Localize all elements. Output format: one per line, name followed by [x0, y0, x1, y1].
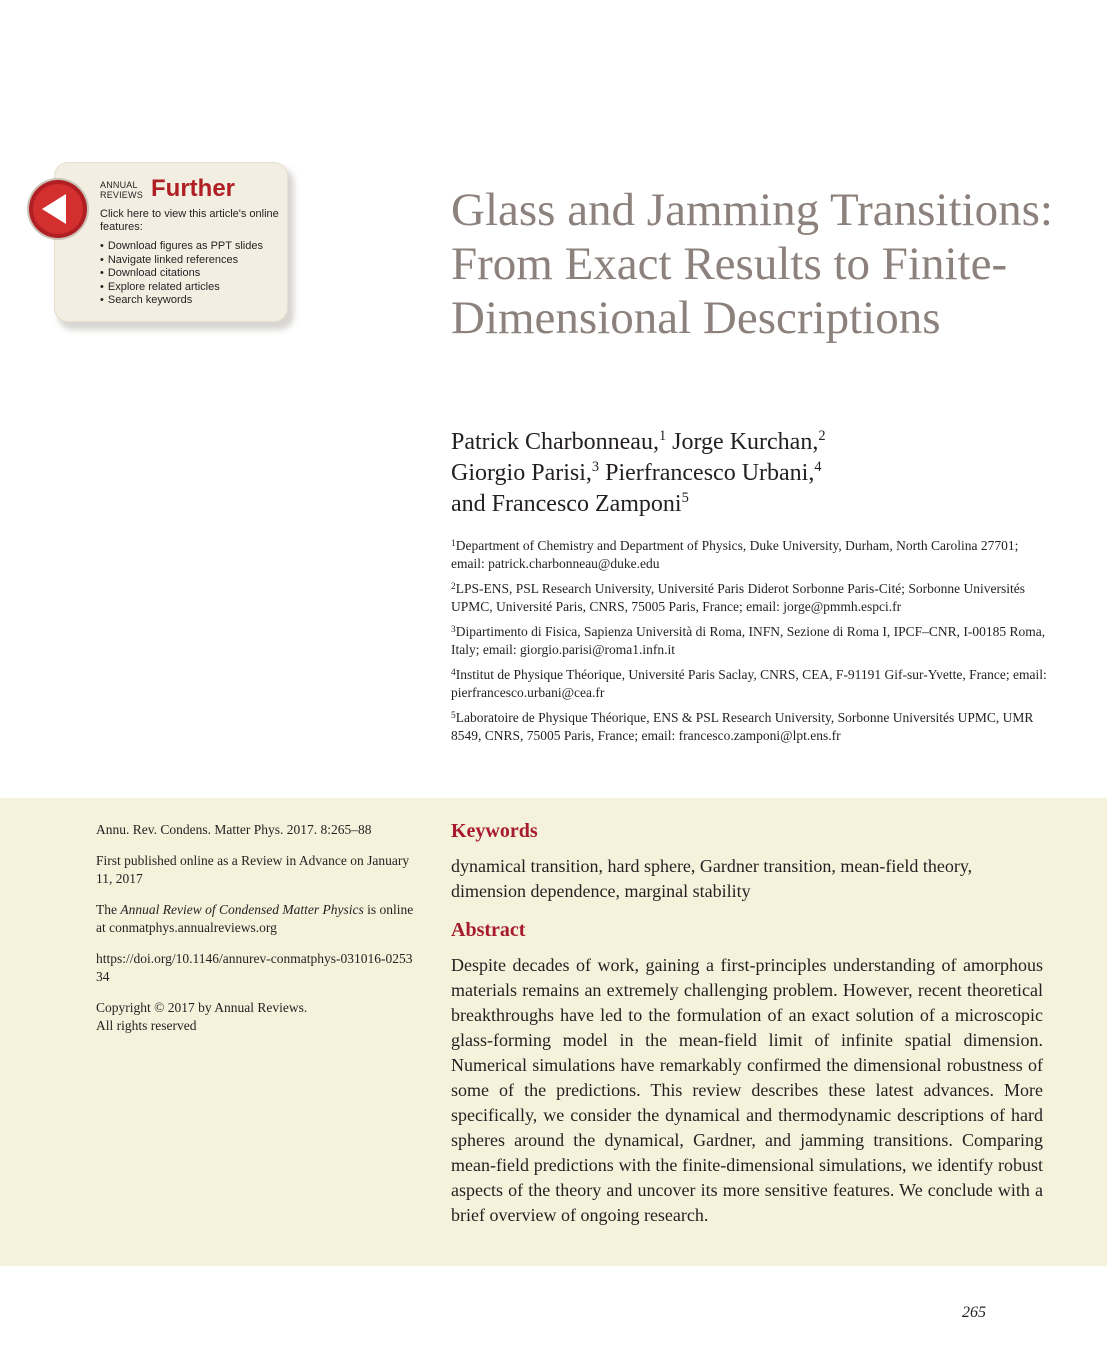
affiliation: [451, 666, 1051, 702]
further-feature-item: • Search keywords: [100, 294, 263, 308]
page-number: 265: [962, 1304, 986, 1321]
publication-sidebar: [96, 821, 416, 1048]
copyright: Copyright © 2017 by Annual Reviews. All rights reserved: [96, 1000, 308, 1033]
further-feature-item: • Download figures as PPT slides: [100, 240, 263, 254]
affiliation-mark: 4: [451, 668, 456, 678]
further-label: Further: [151, 175, 235, 202]
affiliation-mark: 5: [451, 711, 456, 721]
author-affiliation-mark: 1: [658, 428, 667, 444]
affiliation-text: Institut de Physique Théorique, Université Paris Saclay, CNRS, CEA, F-91191 Gif-sur-Yvette, France; email: pierfrancesco.urbani@cea.fr: [451, 667, 1047, 700]
annual-reviews-logo: ANNUAL REVIEWS: [100, 180, 143, 200]
article-title: Glass and Jamming Transitions: From Exact Results to Finite-Dimensional Descriptions: [451, 184, 1053, 344]
author-name: Patrick Charbonneau,: [451, 429, 659, 455]
affiliation-mark: 1: [451, 539, 456, 549]
affiliation: [451, 623, 1051, 659]
journal-name: Annual Review of Condensed Matter Physics: [120, 902, 364, 917]
abstract-text: Despite decades of work, gaining a first-principles understanding of amorphous materials remains an extremely challenging problem. However, recent theoretical breakthroughs have led to the formulation of an exact solution of a microscopic glass-forming model in the mean-field limit of infinite spatial dimension. Numerical simulations have remarkably confirmed the dimensional robustness of some of the predictions. This review describes these latest advances. More specifically, we consider the dynamical and thermodynamic descriptions of hard spheres around the dynamical, Gardner, and jamming transitions. Comparing mean-field predictions with the finite-dimensional simulations, we identify robust aspects of the theory and uncover its more sensitive features. We conclude with a brief overview of ongoing research.: [451, 955, 1043, 1225]
author-name: Pierfrancesco Urbani,: [599, 460, 815, 486]
author-name: and Francesco Zamponi: [451, 491, 682, 517]
affiliation-mark: 2: [451, 582, 456, 592]
play-left-arrow-icon[interactable]: [26, 177, 90, 241]
affiliation-text: Laboratoire de Physique Théorique, ENS & PSL Research University, Sorbonne Universités UPMC, UMR 8549, CNRS, 75005 Paris, France; email: francesco.zamponi@lpt.ens.fr: [451, 710, 1034, 743]
author-affiliation-mark: 3: [591, 459, 600, 475]
citation: Annu. Rev. Condens. Matter Phys. 2017. 8:265–88: [96, 822, 372, 837]
author-affiliation-mark: 2: [818, 428, 826, 444]
author-affiliation-mark: 5: [681, 490, 689, 506]
further-feature-list: [100, 240, 263, 308]
further-feature-item: • Navigate linked references: [100, 254, 263, 268]
affiliation: [451, 709, 1051, 745]
author-list: [451, 427, 1071, 520]
affiliation-list: [451, 537, 1051, 752]
author-affiliation-mark: 4: [814, 459, 822, 475]
further-feature-item: • Download citations: [100, 267, 263, 281]
affiliation-mark: 3: [451, 625, 456, 635]
affiliation-text: LPS-ENS, PSL Research University, Université Paris Diderot Sorbonne Paris-Cité; Sorbonne Universités UPMC, Université Paris, CNRS, 75005 Paris, France; email: jorge@pmmh.espci.fr: [451, 581, 1026, 614]
journal-online-note: The Annual Review of Condensed Matter Physics is online at conmatphys.annualreviews.org: [96, 902, 414, 935]
further-feature-item: • Explore related articles: [100, 281, 263, 295]
author-name: Giorgio Parisi,: [451, 460, 592, 486]
keywords-text: dynamical transition, hard sphere, Gardner transition, mean-field theory, dimension dependence, marginal stability: [451, 856, 973, 901]
click-here-link[interactable]: Click here: [100, 208, 149, 220]
further-click-text: [100, 208, 280, 234]
author-name: Jorge Kurchan,: [666, 429, 819, 455]
affiliation: [451, 537, 1051, 573]
keywords-heading: Keywords: [451, 820, 538, 842]
published-date: First published online as a Review in Advance on January 11, 2017: [96, 853, 410, 886]
affiliation-text: Dipartimento di Fisica, Sapienza Università di Roma, INFN, Sezione di Roma I, IPCF–CNR, I-00185 Roma, Italy; email: giorgio.parisi@roma1.infn.it: [451, 624, 1046, 657]
abstract-heading: Abstract: [451, 919, 526, 941]
doi-link[interactable]: https://doi.org/10.1146/annurev-conmatphys-031016-025334: [96, 951, 413, 984]
affiliation: [451, 580, 1051, 616]
click-here-description: to view this article's online features:: [100, 208, 279, 233]
affiliation-text: Department of Chemistry and Department of Physics, Duke University, Durham, North Carolina 27701; email: patrick.charbonneau@duke.edu: [451, 538, 1019, 571]
